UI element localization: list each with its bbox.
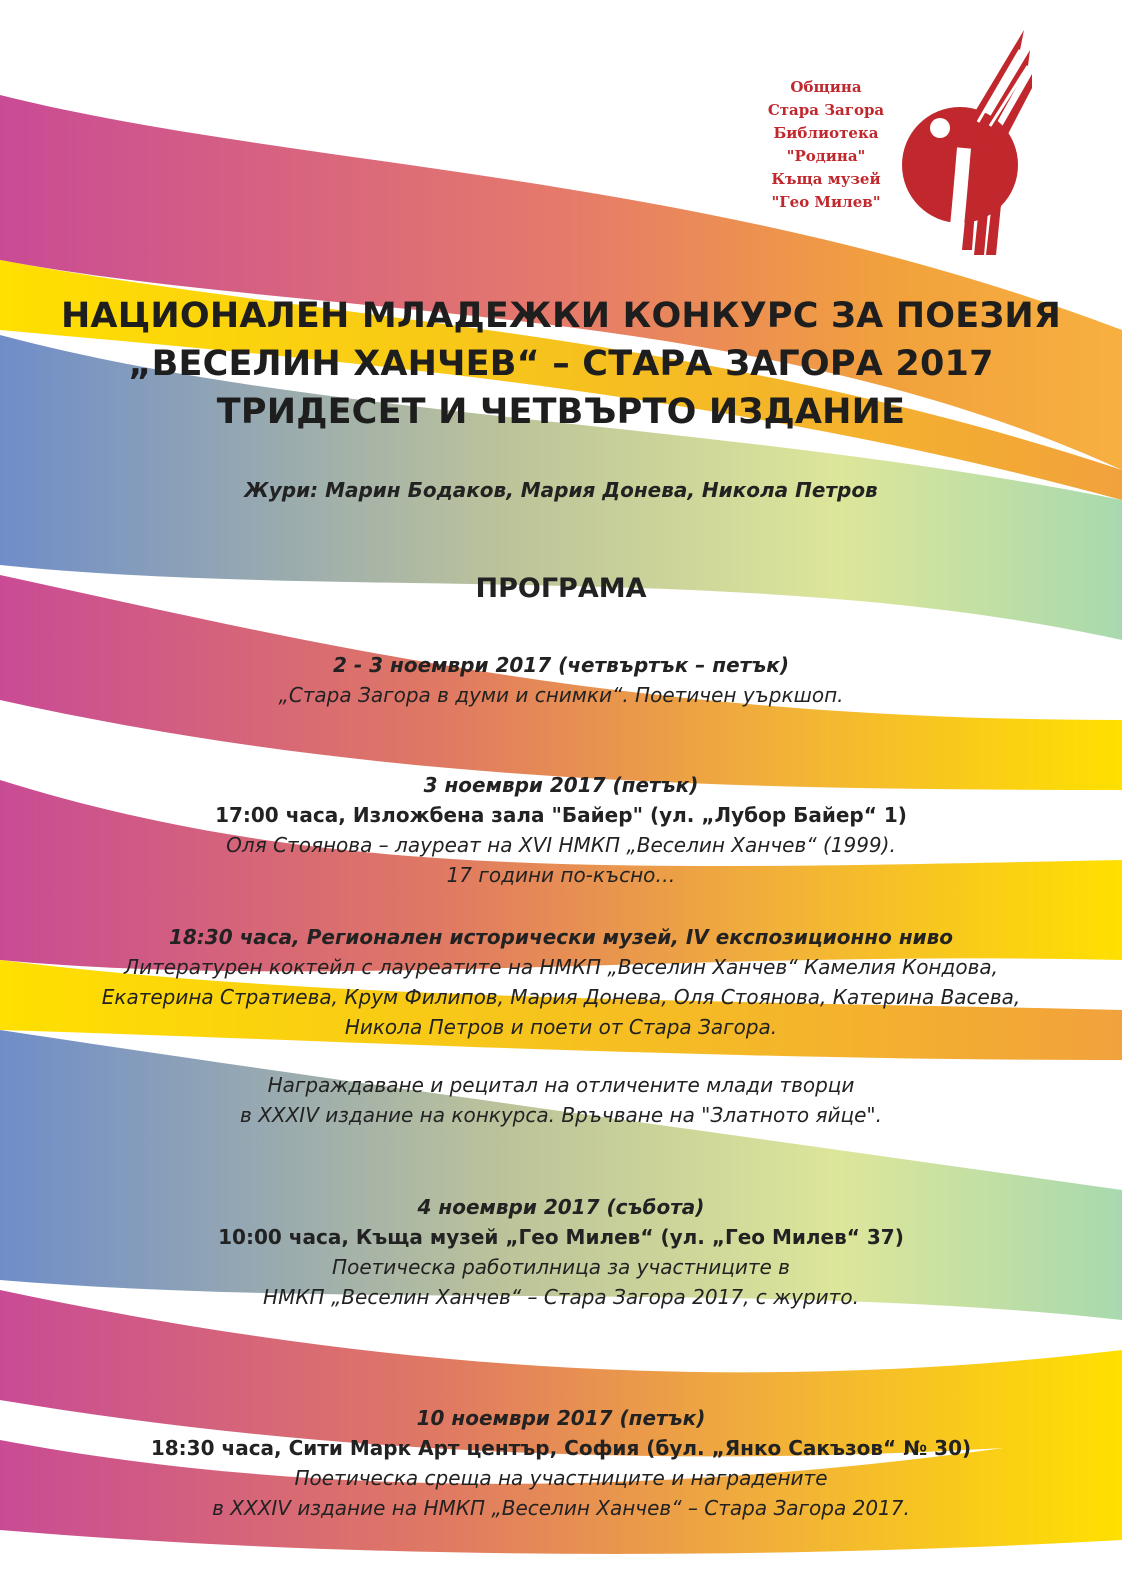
event-description: Литературен коктейл с лауреатите на НМКП „Веселин Ханчев“ Камелия Кондова, [124, 955, 998, 979]
event-place: 18:30 часа, Сити Марк Арт център, София (бул. „Янко Сакъзов“ № 30) [150, 1436, 972, 1460]
title-line: НАЦИОНАЛЕН МЛАДЕЖКИ КОНКУРС ЗА ПОЕЗИЯ [60, 296, 1062, 336]
event-block [0, 770, 1122, 890]
organizer-line: Община [790, 78, 862, 96]
page-title [0, 292, 1122, 436]
event-place: 10:00 часа, Къща музей „Гео Милев“ (ул. „Гео Милев“ 37) [218, 1225, 904, 1249]
event-description: Поетическа работилница за участниците в [332, 1255, 790, 1279]
jury-line: Жури: Марин Бодаков, Мария Донева, Никола Петров [244, 478, 878, 502]
event-description: Награждаване и рецитал на отличените млади творци [267, 1073, 855, 1097]
event-date: 2 - 3 ноември 2017 (четвъртък – петък) [333, 653, 789, 677]
event-description: НМКП „Веселин Ханчев“ – Стара Загора 2017, с журито. [263, 1285, 859, 1309]
event-date: 3 ноември 2017 (петък) [423, 773, 699, 797]
festival-logo-icon [902, 30, 1032, 255]
organizer-line: Къща музей [771, 170, 881, 188]
event-place: 17:00 часа, Изложбена зала "Байер" (ул. „Лубор Байер“ 1) [215, 803, 907, 827]
event-description: Никола Петров и поети от Стара Загора. [344, 1015, 778, 1039]
title-line: ТРИДЕСЕТ И ЧЕТВЪРТО ИЗДАНИЕ [216, 392, 906, 432]
organizer-line: Стара Загора [767, 101, 885, 119]
event-description: 17 години по-късно… [446, 863, 676, 887]
event-block [0, 1403, 1122, 1523]
event-description: в XXXIV издание на конкурса. Връчване на "Златното яйце". [240, 1103, 882, 1127]
organizer-line: "Родина" [786, 147, 866, 165]
event-date: 4 ноември 2017 (събота) [417, 1195, 705, 1219]
event-block [0, 1192, 1122, 1312]
event-description: Поетическа среща на участниците и наградените [294, 1466, 828, 1490]
event-block [0, 922, 1122, 1130]
organizer-line: Библиотека [773, 124, 879, 142]
event-description: в XXXIV издание на НМКП „Веселин Ханчев“ – Стара Загора 2017. [212, 1496, 910, 1520]
event-place: 18:30 часа, Регионален исторически музей, IV експозиционно ниво [168, 925, 954, 949]
event-block [0, 650, 1122, 710]
event-description: „Стара Загора в думи и снимки“. Поетичен уъркшоп. [278, 683, 844, 707]
event-description: Оля Стоянова – лауреат на XVI НМКП „Веселин Ханчев“ (1999). [226, 833, 896, 857]
organizer-line: "Гео Милев" [771, 193, 881, 211]
title-line: „ВЕСЕЛИН ХАНЧЕВ“ – СТАРА ЗАГОРА 2017 [128, 344, 994, 384]
organizer-list [748, 76, 904, 214]
event-date: 10 ноември 2017 (петък) [416, 1406, 706, 1430]
event-description: Екатерина Стратиева, Крум Филипов, Мария Донева, Оля Стоянова, Катерина Васева, [101, 985, 1021, 1009]
program-heading: ПРОГРАМА [475, 573, 647, 604]
